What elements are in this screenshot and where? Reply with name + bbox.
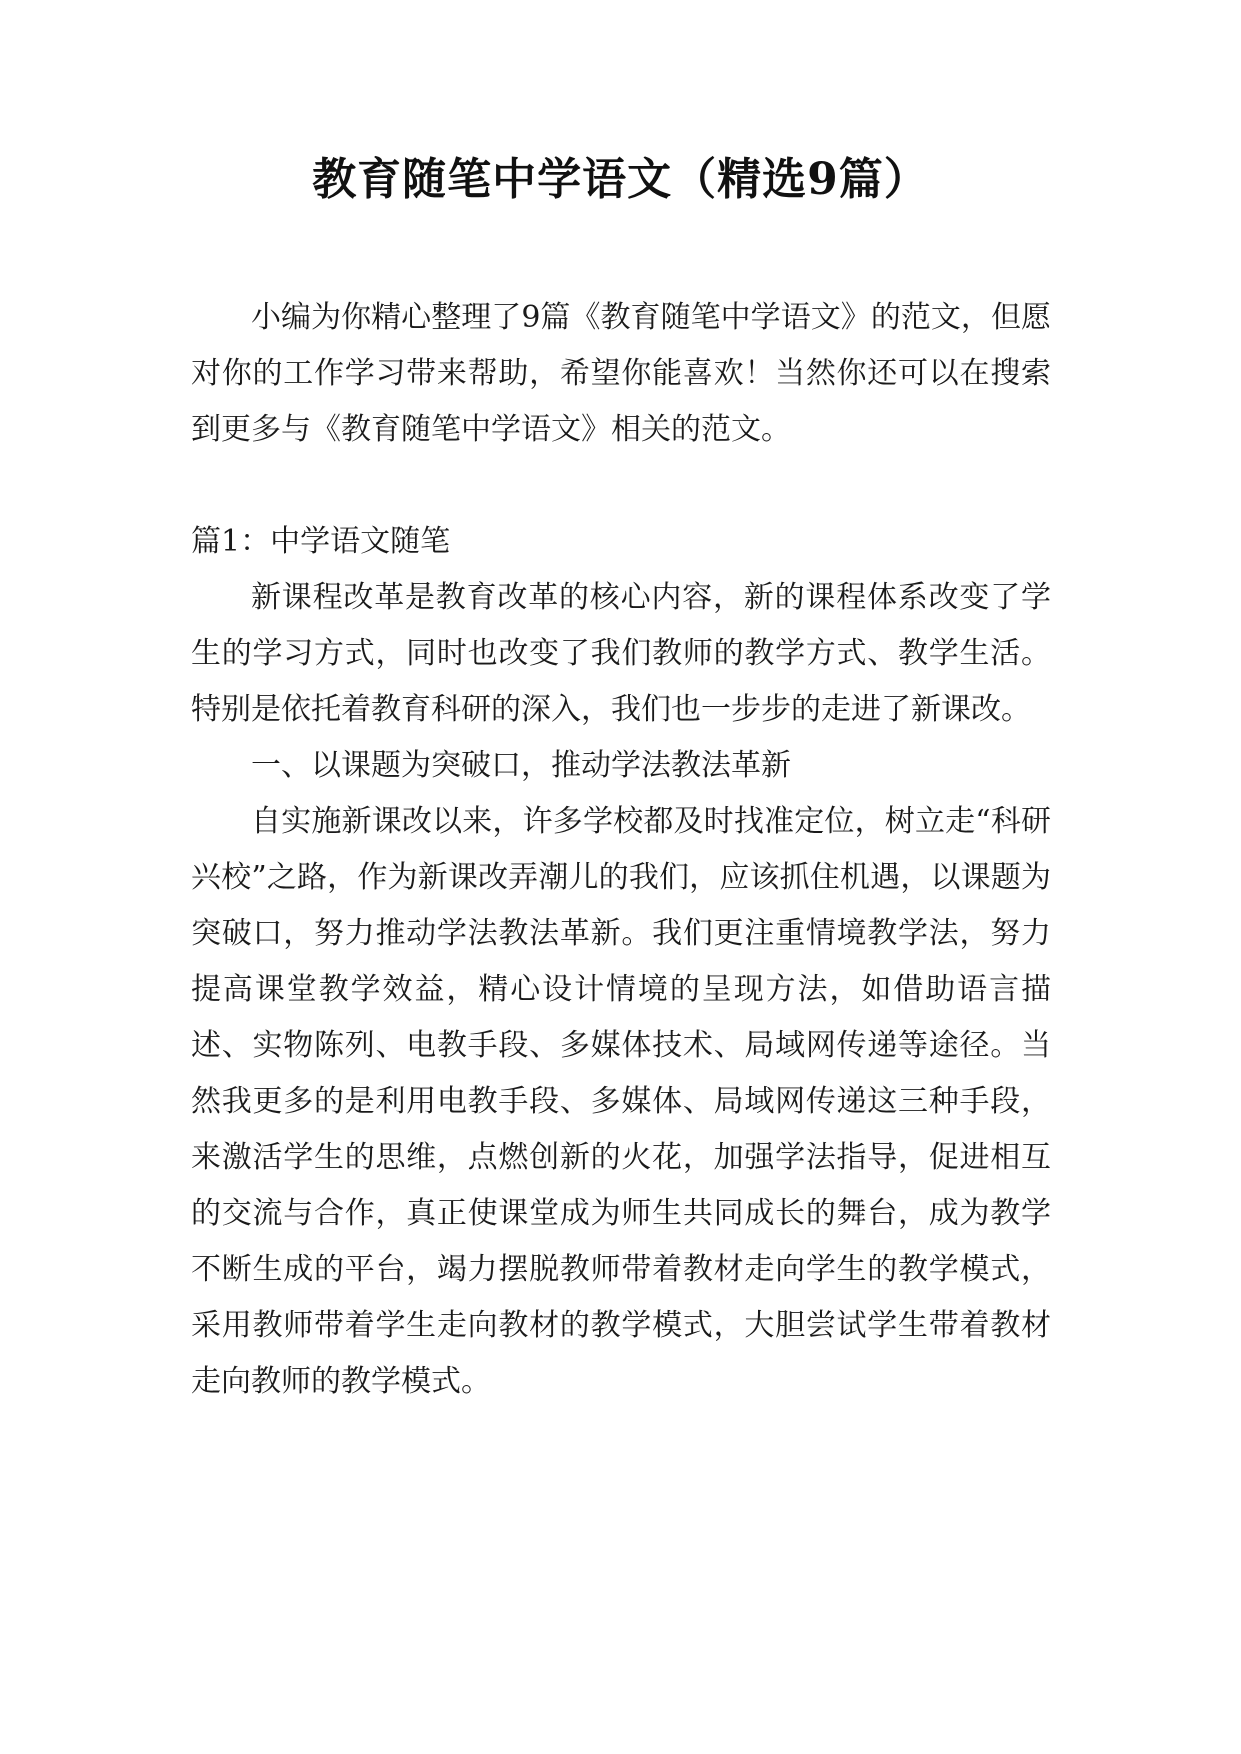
section-heading: 篇1：中学语文随笔 <box>191 524 451 559</box>
document-body <box>191 290 1051 1410</box>
paragraph-spacer <box>191 458 1051 514</box>
section-subheading: 一、以课题为突破口，推动学法教法革新 <box>251 748 791 783</box>
body-paragraph: 新课程改革是教育改革的核心内容，新的课程体系改变了学生的学习方式，同时也改变了我们教师的教学方式、教学生活。特别是依托着教育科研的深入，我们也一步步的走进了新课改。 <box>191 580 1051 727</box>
body-paragraph: 自实施新课改以来，许多学校都及时找准定位，树立走“科研兴校”之路，作为新课改弄潮儿的我们，应该抓住机遇，以课题为突破口，努力推动学法教法革新。我们更注重情境教学法，努力提高课堂教学效益，精心设计情境的呈现方法，如借助语言描述、实物陈列、电教手段、多媒体技术、局域网传递等途径。当然我更多的是利用电教手段、多媒体、局域网传递这三种手段，来激活学生的思维，点燃创新的火花，加强学法指导，促进相互的交流与合作，真正使课堂成为师生共同成长的舞台，成为教学不断生成的平台，竭力摆脱教师带着教材走向学生的教学模式，采用教师带着学生走向教材的教学模式，大胆尝试学生带着教材走向教师的教学模式。 <box>191 804 1051 1399</box>
document-title: 教育随笔中学语文（精选9篇） <box>312 154 929 205</box>
intro-paragraph: 小编为你精心整理了9篇《教育随笔中学语文》的范文，但愿对你的工作学习带来帮助，希望你能喜欢！当然你还可以在搜索到更多与《教育随笔中学语文》相关的范文。 <box>191 300 1051 447</box>
